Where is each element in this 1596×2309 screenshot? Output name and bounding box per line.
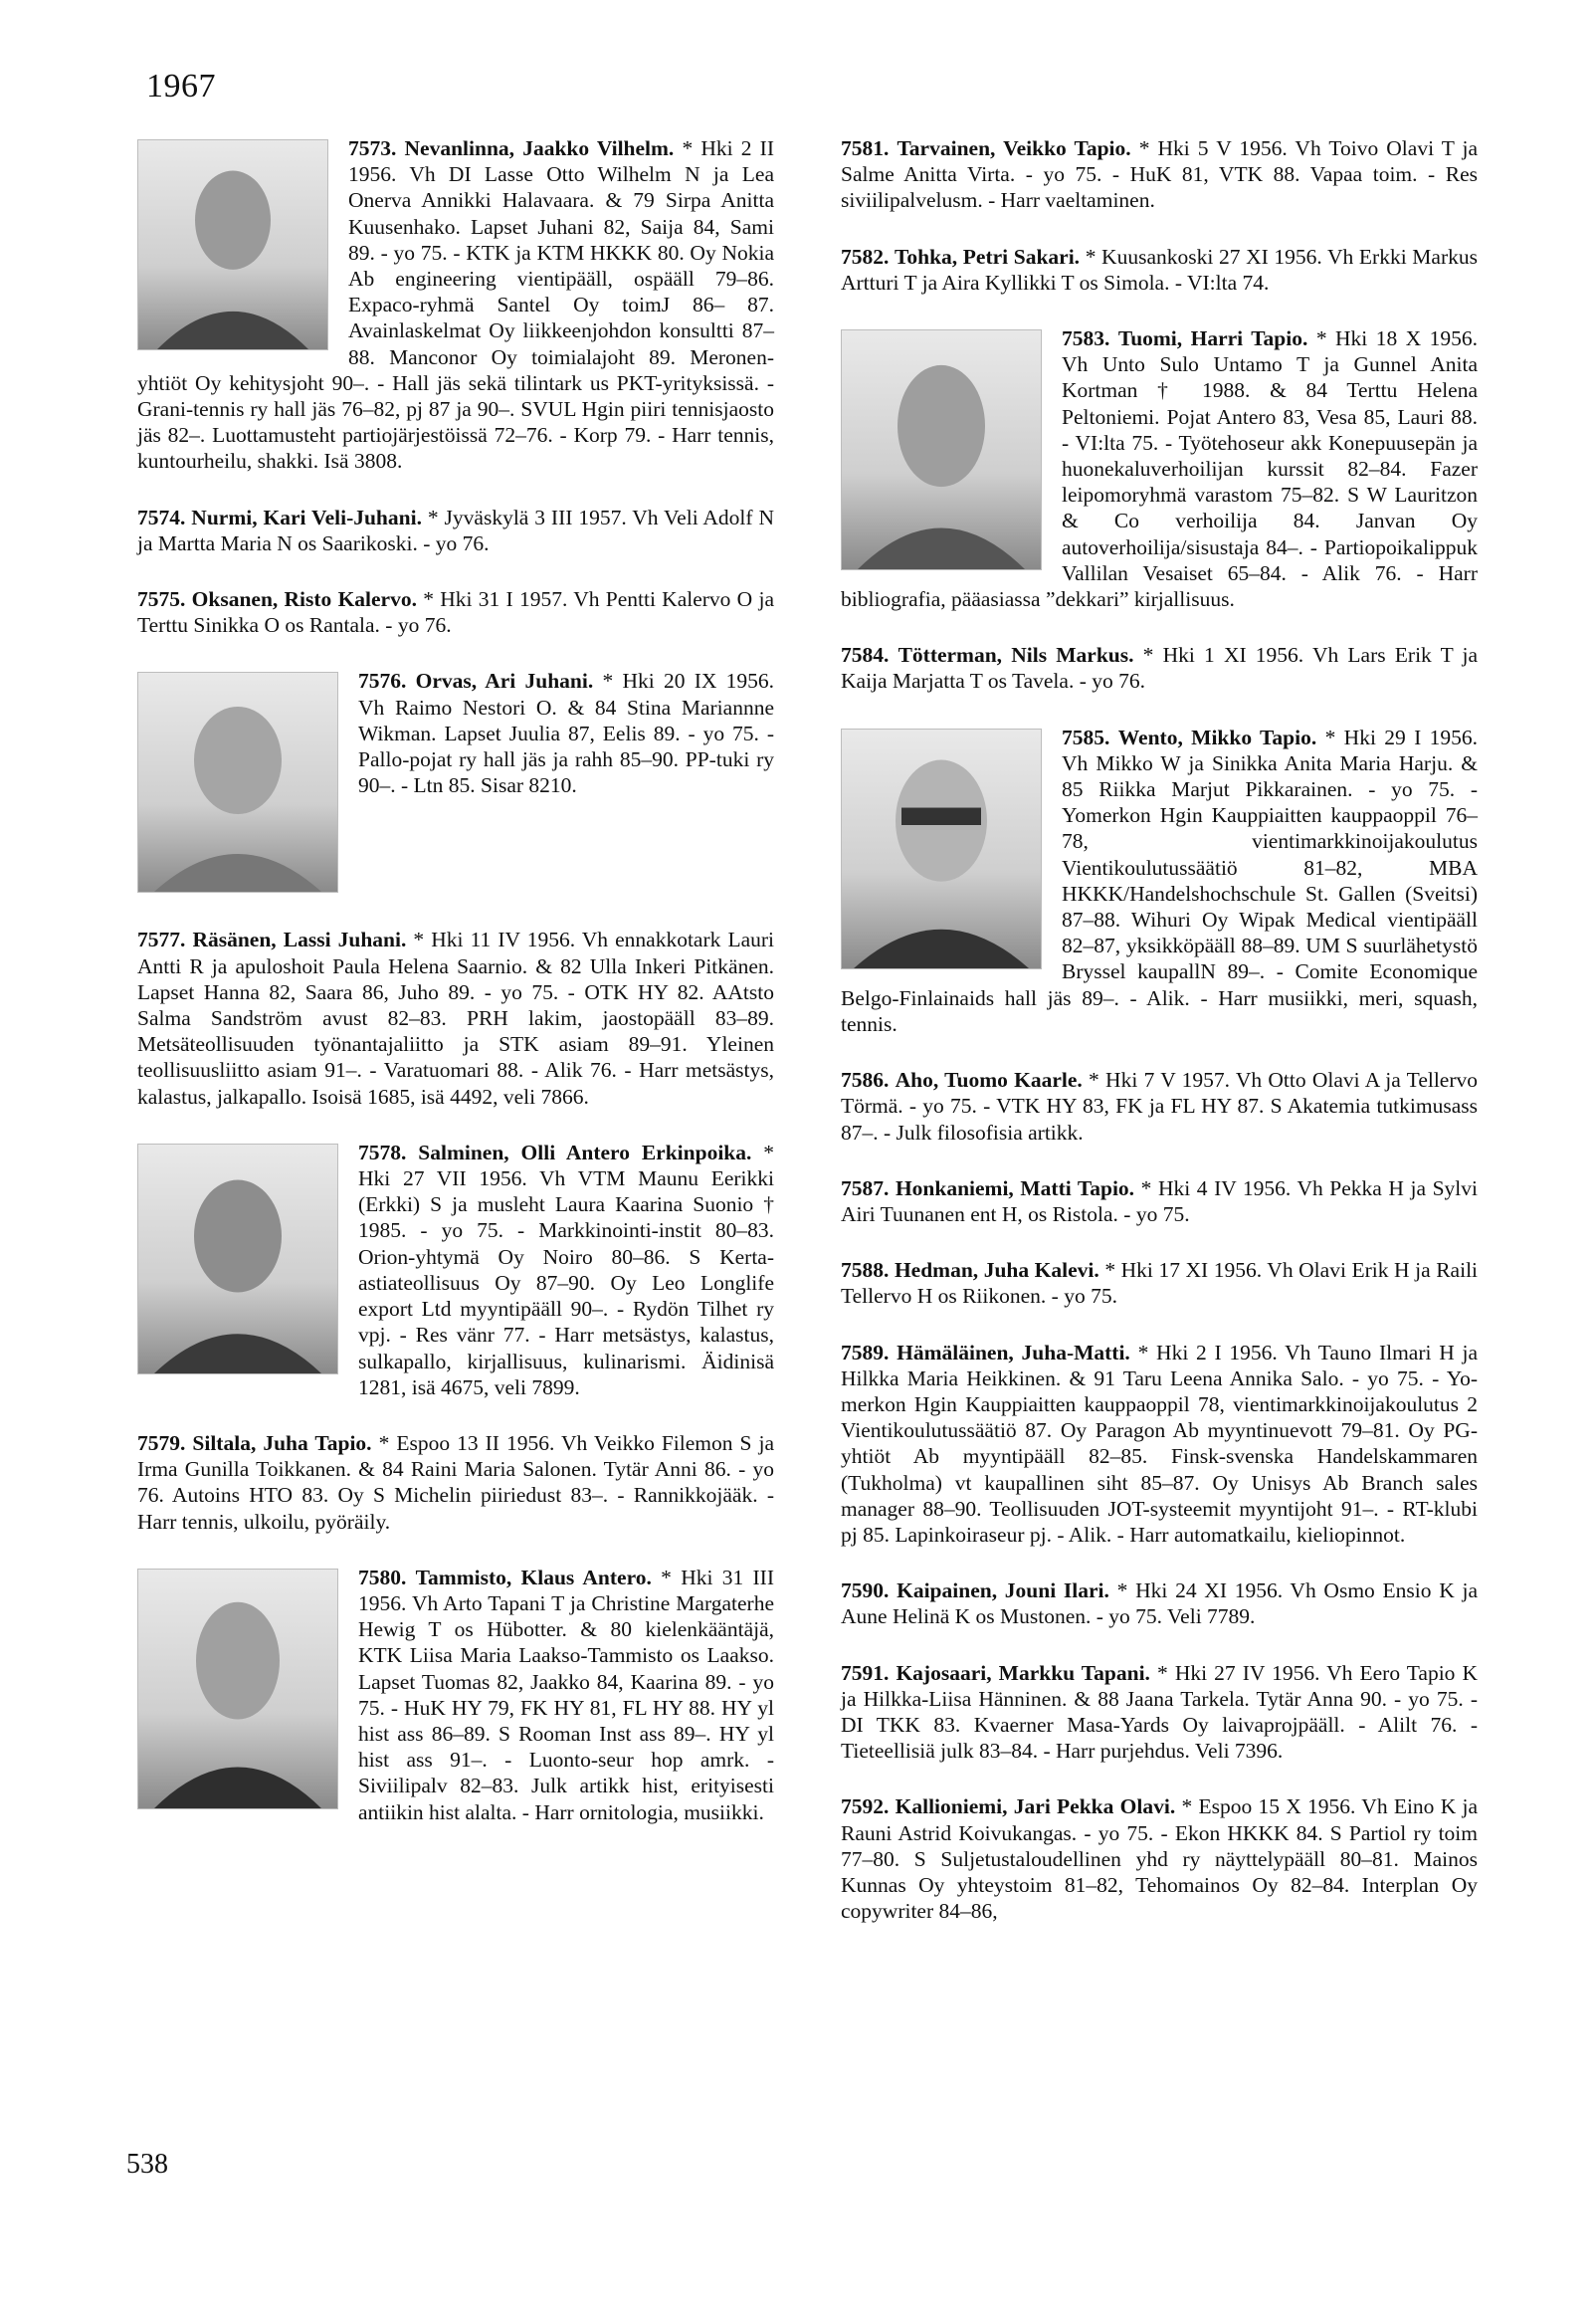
- portrait-photo: [841, 729, 1042, 969]
- biography-entry-7583: [841, 325, 1478, 612]
- entry-number: 7581.: [841, 136, 890, 160]
- biography-entry-7585: [841, 725, 1478, 1037]
- entry-text: * Hki 5 V 1956. Vh Toivo Olavi T ja Salme Anitta Virta. - yo 75. - HuK 81, VTK 88. Vapaa toim. - Res siviilipalvelusm. - Harr vaeltaminen.: [841, 136, 1479, 213]
- entry-number: 7587.: [841, 1175, 890, 1200]
- entry-text: * Hki 24 XI 1956. Vh Osmo Ensio K ja Aune Helinä K os Mustonen. - yo 75. Veli 7789.: [841, 1578, 1478, 1629]
- entry-name: Tuomi, Harri Tapio.: [1117, 326, 1308, 351]
- biography-entry-7580: [137, 1565, 774, 1825]
- entry-text: * Hki 27 IV 1956. Vh Eero Tapio K ja Hilkka-Liisa Hänninen. & 88 Jaana Tarkela. Tytär Anna 90. - yo 75. - DI TKK 83. Kvaerner Masa-Yards Oy laivaprojpääll. - Alilt 76. - Tieteellisiä julk 83–84. - Harr purjehdus. Veli 7396.: [841, 1660, 1479, 1764]
- entry-name: Kajosaari, Markku Tapani.: [896, 1660, 1150, 1685]
- biography-entry-7578: [137, 1140, 774, 1400]
- entry-number: 7579.: [137, 1430, 186, 1455]
- entry-name: Kallioniemi, Jari Pekka Olavi.: [895, 1794, 1176, 1819]
- entry-text: * Hki 20 IX 1956. Vh Raimo Nestori O. & 84 Stina Mariannne Wikman. Lapset Juulia 87, Eelis 89. - yo 75. - Pallo-pojat ry hall jäs ja rahh 85–90. PP-tuki ry 90–. - Ltn 85. Sisar 8210.: [358, 669, 774, 798]
- entry-number: 7573.: [348, 136, 397, 160]
- biography-entry-7576: [137, 668, 774, 897]
- entry-name: Hedman, Juha Kalevi.: [894, 1258, 1099, 1283]
- biography-entry-7591: [841, 1660, 1478, 1765]
- portrait-photo: [137, 672, 338, 893]
- entry-number: 7577.: [137, 928, 186, 952]
- biography-entry-7581: [841, 135, 1478, 214]
- biography-entry-7584: [841, 642, 1478, 694]
- biography-entry-7592: [841, 1793, 1478, 1924]
- biography-entry-7575: [137, 586, 774, 638]
- portrait-photo: [841, 329, 1042, 570]
- biography-entry-7574: [137, 505, 774, 556]
- entry-text: * Hki 31 I 1957. Vh Pentti Kalervo O ja Terttu Sinikka O os Rantala. - yo 76.: [137, 587, 774, 638]
- entry-name: Tarvainen, Veikko Tapio.: [897, 136, 1131, 160]
- entry-name: Honkaniemi, Matti Tapio.: [895, 1175, 1135, 1200]
- entry-number: 7592.: [841, 1794, 890, 1819]
- biography-entry-7577: [137, 927, 774, 1109]
- entry-text: * Hki 18 X 1956. Vh Unto Sulo Untamo T ja Gunnel Anita Kortman † 1988. & 84 Terttu Helena Peltoniemi. Pojat Antero 83, Vesa 85, Lauri 88. - VI:lta 75. - Työtehoseur akk Konepuusepän ja huonekaluverhoilijan kurssit 82–84. Fazer leipomoryhmä varastom 75–82. S W Lauritzon & Co verhoilija 84. Janvan Oy autoverhoilija/sisustaja 84–. - Partiopoikalippuk Vallilan Vesaiset 65–84. - Alik 76. - Harr bibliografia, pääasiassa ”dekkari” kirjallisuus.: [841, 326, 1479, 612]
- biography-entry-7589: [841, 1340, 1478, 1549]
- biography-entry-7590: [841, 1577, 1478, 1629]
- portrait-photo: [137, 1569, 338, 1809]
- entry-text: * Hki 11 IV 1956. Vh ennakkotark Lauri Antti R ja apuloshoit Paula Helena Saarnio. & 82 Ulla Inkeri Pitkänen. Lapset Hanna 82, Saara 86, Juho 89. - yo 75. - OTK HY 82. AAtsto Salma Sandström avust 82–83. PRH lakim, jaostopääll 83–89. Metsäteollisuuden työnantajaliitto ja STK asiam 89–91. Yleinen teollisuusliitto asiam 91–. - Varatuomari 88. - Alik 76. - Harr metsästys, kalastus, jalkapallo. Isoisä 1685, isä 4492, veli 7866.: [137, 928, 775, 1109]
- entry-name: Tohka, Petri Sakari.: [895, 244, 1081, 269]
- entry-text: * Jyväskylä 3 III 1957. Vh Veli Adolf N ja Martta Maria N os Saarikoski. - yo 76.: [137, 505, 775, 555]
- entry-text: * Kuusankoski 27 XI 1956. Vh Erkki Markus Artturi T ja Aira Kyllikki T os Simola. - VI:lta 74.: [841, 244, 1478, 295]
- right-column: [841, 135, 1478, 1954]
- entry-text: * Espoo 13 II 1956. Vh Veikko Filemon S ja Irma Gunilla Toikkanen. & 84 Raini Maria Salonen. Tytär Anni 86. - yo 76. Autoins HTO 83. Oy S Michelin piiriedust 83–. - Rannikkojääk. - Harr tennis, ulkoilu, pyöräily.: [137, 1430, 775, 1534]
- entry-number: 7582.: [841, 244, 890, 269]
- entry-name: Nevanlinna, Jaakko Vilhelm.: [404, 136, 675, 160]
- entry-text: * Hki 4 IV 1956. Vh Pekka H ja Sylvi Airi Tuunanen ent H, os Ristola. - yo 75.: [841, 1175, 1478, 1226]
- entry-number: 7576.: [358, 669, 407, 694]
- portrait-photo: [137, 139, 328, 350]
- entry-name: Nurmi, Kari Veli-Juhani.: [191, 505, 422, 529]
- biography-entry-7588: [841, 1257, 1478, 1309]
- entry-number: 7574.: [137, 505, 186, 529]
- entry-name: Räsänen, Lassi Juhani.: [192, 928, 407, 952]
- entry-number: 7583.: [1062, 326, 1110, 351]
- entry-name: Wento, Mikko Tapio.: [1117, 725, 1317, 749]
- portrait-photo: [137, 1144, 338, 1374]
- entry-name: Salminen, Olli Antero Erkinpoika.: [418, 1140, 752, 1164]
- entry-number: 7589.: [841, 1340, 890, 1364]
- entry-name: Tammisto, Klaus Antero.: [415, 1565, 652, 1589]
- entry-text: * Hki 27 VII 1956. Vh VTM Maunu Eerikki (Erkki) S ja musleht Laura Kaarina Suonio † 1985. - yo 75. - Markkinointi-instit 80–83. Orion-yhtymä Oy Noiro 80–86. S Kerta-astiateollisuus Oy 87–90. Oy Leo Longlife export Ltd myyntipääll 90–. - Rydön Tilhet ry vpj. - Res vänr 77. - Harr metsästys, kalastus, sulkapallo, kirjallisuus, kulinarismi. Äidinisä 1281, isä 4675, veli 7899.: [358, 1140, 775, 1399]
- entry-text: * Hki 2 I 1956. Vh Tauno Ilmari H ja Hilkka Maria Heikkinen. & 91 Taru Leena Annika Salo. - yo 75. - Yo-merkon Hgin Kauppiaitten kauppaoppil 78, vientimarkkinoijakoulutus 2 Vientikoulutussäätiö 87. Oy Paragon Ab myyntinuevott 79–81. Oy PG-yhtiöt Ab myyntipääll 82–85. Finsk-svenska Handelskammaren (Tukholma) vt kaupallinen siht 85–87. Oy Unisys Ab Branch sales manager 88–90. Teollisuuden JOT-systeemit myyntijoht 91–. - RT-klubi pj 85. Lapinkoiraseur pj. - Alik. - Harr automatkailu, kieliopinnot.: [841, 1340, 1479, 1547]
- biography-entry-7582: [841, 244, 1478, 296]
- biography-entry-7586: [841, 1067, 1478, 1146]
- entry-number: 7578.: [358, 1140, 407, 1164]
- entry-text: * Hki 17 XI 1956. Vh Olavi Erik H ja Raili Tellervo H os Riikonen. - yo 75.: [841, 1258, 1479, 1309]
- entry-name: Siltala, Juha Tapio.: [192, 1430, 372, 1455]
- entry-text: * Espoo 15 X 1956. Vh Eino K ja Rauni Astrid Koivukangas. - yo 75. - Ekon HKKK 84. S Partiol ry toim 77–80. S Suljetustaloudellinen yhd ry näyttelypääll 80–81. Mainos Kunnas Oy yhteystoim 81–82, Tehomainos Oy 82–84. Interplan Oy copywriter 84–86,: [841, 1794, 1478, 1924]
- entry-number: 7584.: [841, 643, 890, 668]
- entry-text: * Hki 31 III 1956. Vh Arto Tapani T ja Christine Margaterhe Hewig T os Hübotter. & 80 kielenkääntäjä, KTK Liisa Maria Laakso-Tammisto os Laakso. Lapset Tuomas 82, Jaakko 84, Kaarina 89. - yo 75. - HuK HY 79, FK HY 81, FL HY 88. HY yl hist ass 86–89. S Rooman Inst ass 89–. HY yl hist ass 91–. - Luonto-seur hop amrk. - Siviilipalv 82–83. Julk artikk hist, erityisesti antiikin hist alalta. - Harr ornitologia, musiikki.: [358, 1565, 774, 1824]
- entry-text: * Hki 2 II 1956. Vh DI Lasse Otto Wilhelm N ja Lea Onerva Annikki Halavaara. & 79 Sirpa Anitta Kuusenhako. Lapset Juhani 82, Saija 84, Sami 89. - yo 75. - KTK ja KTM HKKK 80. Oy Nokia Ab engineering vientipääll, ospääll 79–86. Expaco-ryhmä Santel Oy toimJ 86– 87. Avainlaskelmat Oy liikkeenjohdon konsultti 87–88. Manconor Oy toimialajoht 89. Meronen-yhtiöt Oy kehitysjoht 90–. - Hall jäs sekä tilintark us PKT-yrityksissä. - Grani-tennis ry hall jäs 76–82, pj 87 ja 90–. SVUL Hgin piiri tennisjaosto jäs 82–. Luottamusteht partiojärjestöissä 72–76. - Korp 79. - Harr tennis, kuntourheilu, shakki. Isä 3808.: [137, 136, 774, 474]
- entry-name: Oksanen, Risto Kalervo.: [191, 587, 417, 612]
- biography-entry-7579: [137, 1430, 774, 1535]
- entry-name: Aho, Tuomo Kaarle.: [895, 1068, 1083, 1093]
- page-year-header: 1967: [146, 68, 216, 105]
- entry-number: 7575.: [137, 587, 186, 612]
- entry-name: Kaipainen, Jouni Ilari.: [897, 1578, 1109, 1603]
- entry-name: Tötterman, Nils Markus.: [898, 643, 1134, 668]
- left-column: [137, 135, 774, 1855]
- entry-number: 7580.: [358, 1565, 407, 1589]
- entry-number: 7590.: [841, 1578, 890, 1603]
- biography-entry-7573: [137, 135, 774, 475]
- entry-number: 7588.: [841, 1258, 890, 1283]
- biography-entry-7587: [841, 1175, 1478, 1227]
- entry-name: Hämäläinen, Juha-Matti.: [897, 1340, 1130, 1364]
- entry-text: * Hki 7 V 1957. Vh Otto Olavi A ja Tellervo Törmä. - yo 75. - VTK HY 83, FK ja FL HY 87. S Akatemia tutkimusass 87–. - Julk filosofisia artikk.: [841, 1068, 1479, 1145]
- entry-number: 7591.: [841, 1660, 890, 1685]
- entry-text: * Hki 1 XI 1956. Vh Lars Erik T ja Kaija Marjatta T os Tavela. - yo 76.: [841, 643, 1479, 694]
- page-number: 538: [126, 2149, 168, 2180]
- entry-text: * Hki 29 I 1956. Vh Mikko W ja Sinikka Anita Maria Harju. & 85 Riikka Marjut Pikkarainen. - yo 75. - Yomerkon Hgin Kauppiaitten kauppaoppil 76–78, vientimarkkinoijakoulutus Vientikoulutussäätiö 81–82, MBA HKKK/Handelshochschule St. Gallen (Sveitsi) 87–88. Wihuri Oy Wipak Medical vientipääll 82–87, yksikköpääll 88–89. UM S suurlähetystö Bryssel kaupallN 89–. - Comite Economique Belgo-Finlainaids hall jäs 89–. - Alik. - Harr musiikki, meri, squash, tennis.: [841, 725, 1478, 1036]
- entry-number: 7585.: [1062, 725, 1110, 749]
- entry-name: Orvas, Ari Juhani.: [415, 669, 594, 694]
- entry-number: 7586.: [841, 1068, 890, 1093]
